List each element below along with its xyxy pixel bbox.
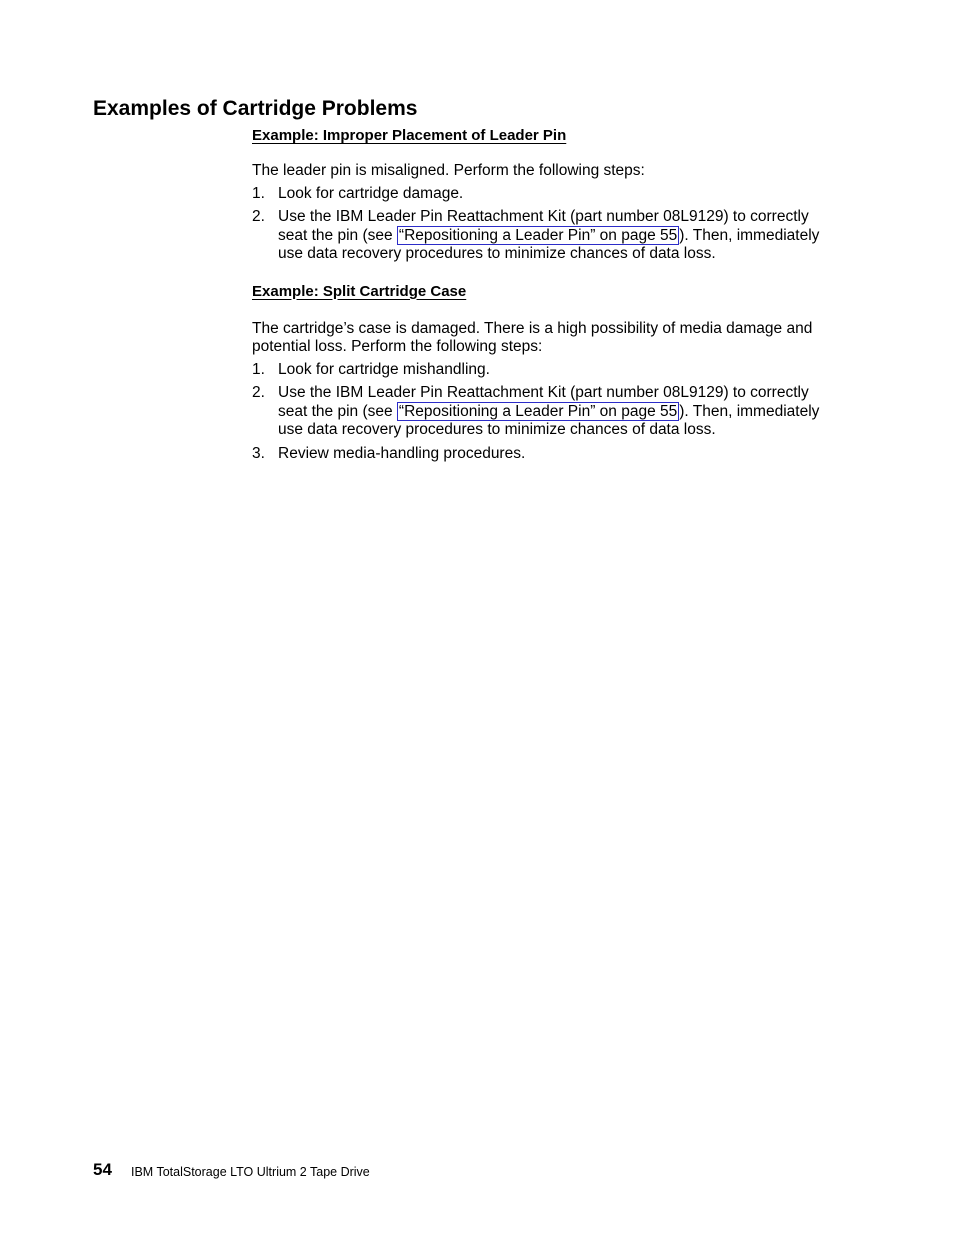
list-item xyxy=(252,361,828,380)
step-number: 1. xyxy=(252,360,265,378)
list-item xyxy=(252,384,828,440)
step-text-line xyxy=(278,227,828,246)
cross-reference-link[interactable]: “Repositioning a Leader Pin” on page 55 xyxy=(398,226,678,244)
step-text: Look for cartridge mishandling. xyxy=(278,360,490,378)
step-number: 2. xyxy=(252,208,265,225)
section-heading: Example: Improper Placement of Leader Pin xyxy=(252,127,567,144)
section-intro xyxy=(252,320,828,357)
list-item xyxy=(252,208,828,264)
step-text: ). Then, immediately xyxy=(679,402,820,420)
steps-list xyxy=(252,361,828,464)
steps-list xyxy=(252,185,828,264)
cross-reference-link[interactable]: “Repositioning a Leader Pin” on page 55 xyxy=(398,402,678,420)
step-text-line xyxy=(278,403,828,422)
step-number: 3. xyxy=(252,444,265,462)
list-item xyxy=(252,185,828,204)
step-text: Look for cartridge damage. xyxy=(278,184,464,202)
page-title: Examples of Cartridge Problems xyxy=(93,97,418,120)
page-number: 54 xyxy=(93,1160,112,1179)
section-intro: The leader pin is misaligned. Perform the following steps: xyxy=(252,162,645,179)
step-text: use data recovery procedures to minimize chances of data loss. xyxy=(278,245,716,262)
intro-text: potential loss. Perform the following steps: xyxy=(252,338,543,355)
page-content xyxy=(252,126,828,468)
step-text: Use the IBM Leader Pin Reattachment Kit (part number 08L9129) to correctly xyxy=(278,208,809,225)
step-number: 2. xyxy=(252,384,265,401)
step-text: seat the pin (see xyxy=(278,402,397,420)
section-improper-leader-pin xyxy=(252,126,828,264)
step-text: Review media-handling procedures. xyxy=(278,444,526,462)
step-text: seat the pin (see xyxy=(278,226,397,244)
step-number: 1. xyxy=(252,184,265,202)
section-heading: Example: Split Cartridge Case xyxy=(252,282,467,300)
intro-text: The cartridge’s case is damaged. There is a high possibility of media damage and xyxy=(252,319,813,337)
step-text: use data recovery procedures to minimize chances of data loss. xyxy=(278,421,716,438)
list-item xyxy=(252,445,828,464)
footer-book-title: IBM TotalStorage LTO Ultrium 2 Tape Drive xyxy=(131,1165,370,1179)
section-split-cartridge-case xyxy=(252,282,828,464)
step-text: Use the IBM Leader Pin Reattachment Kit (part number 08L9129) to correctly xyxy=(278,384,809,401)
step-text: ). Then, immediately xyxy=(679,226,820,244)
